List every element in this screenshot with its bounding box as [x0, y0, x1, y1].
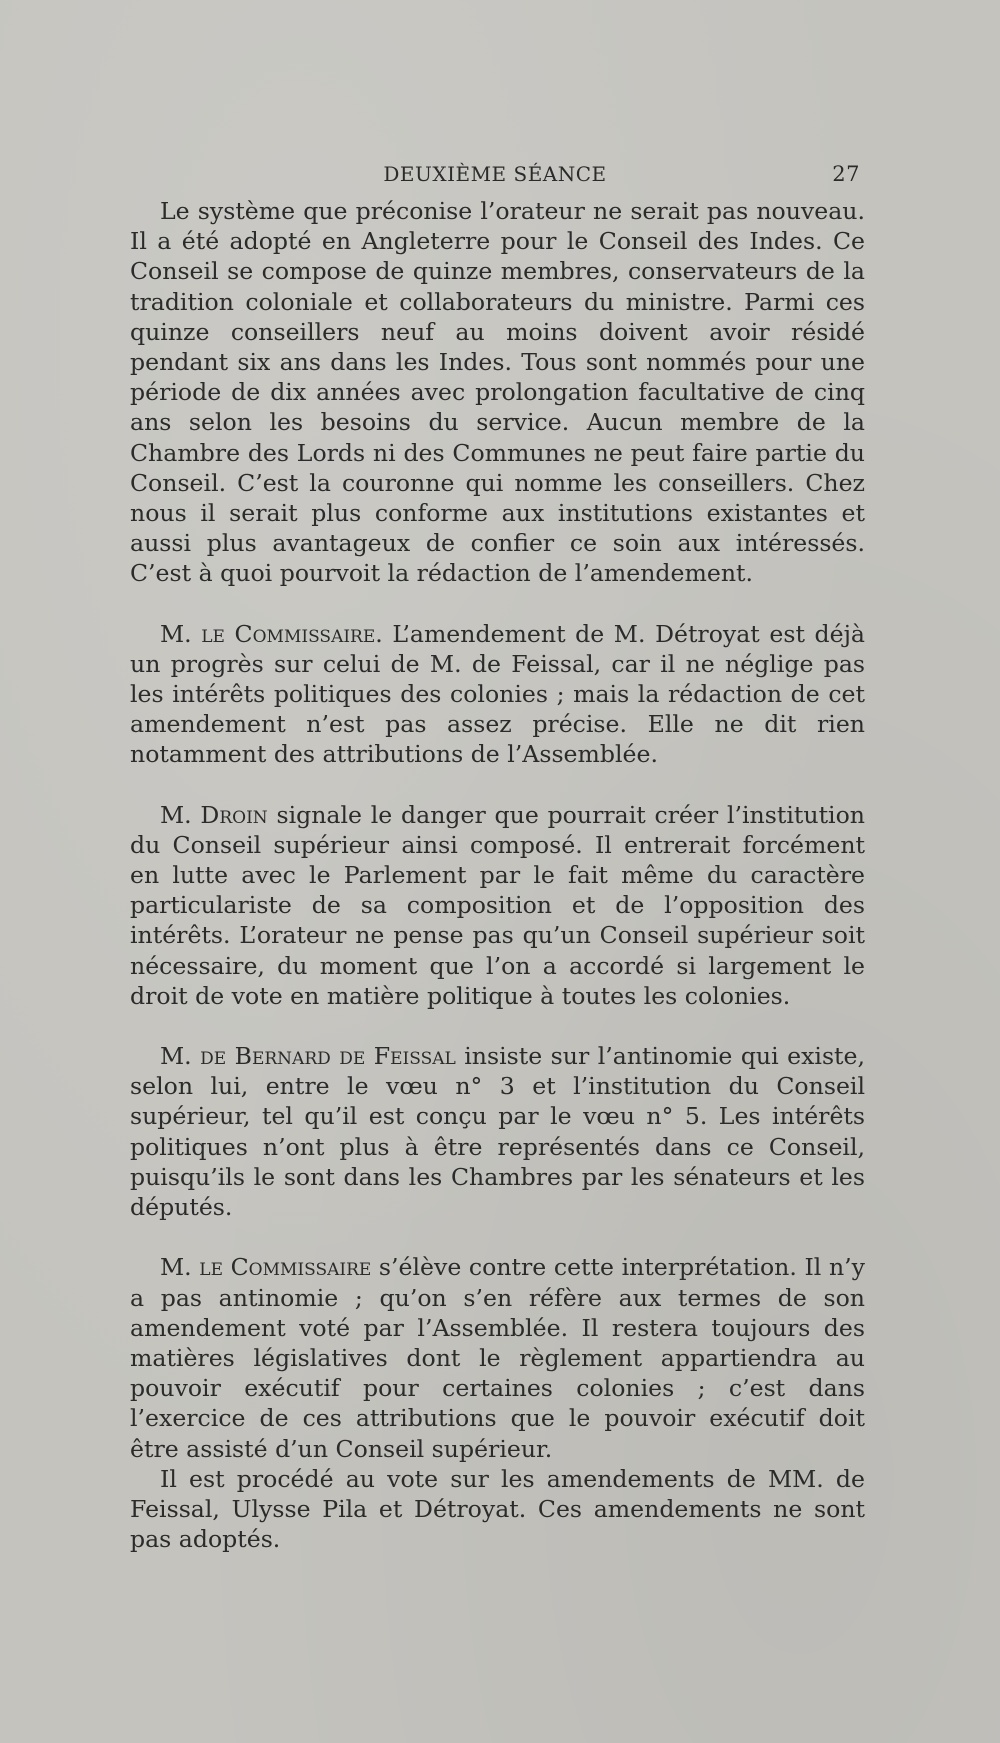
paragraph-feissal — [130, 1041, 865, 1222]
paragraph-commissaire-2 — [130, 1252, 865, 1463]
paragraph-text: signale le danger que pourrait créer l’institution du Conseil supérieur ainsi composé. Il entrerait forcément en lutte avec le Parlement par le fait même du caractère particulariste de sa composition et de l’opposition des intérêts. L’orateur ne pense pas qu’un Conseil supérieur soit nécessaire, du moment que l’on a accordé si largement le droit de vote en matière politique à toutes les colonies. — [130, 800, 865, 1010]
paragraph-text: s’élève contre cette interprétation. Il n’y a pas antinomie ; qu’on s’en réfère aux termes de son amendement voté par l’Assemblée. Il restera toujours des matières législatives dont le règlement appartiendra au pouvoir exécutif pour certaines colonies ; c’est dans l’exercice de ces attributions que le pouvoir exécutif doit être assisté d’un Conseil supérieur. — [130, 1253, 865, 1463]
paragraph-text: Le système que préconise l’orateur ne serait pas nouveau. Il a été adopté en Angleterre pour le Conseil des Indes. Ce Conseil se compose de quinze membres, conservateurs de la tradition coloniale et collaborateurs du ministre. Parmi ces quinze conseillers neuf au moins doivent avoir résidé pendant six ans dans les Indes. Tous sont nommés pour une période de dix années avec prolongation facultative de cinq ans selon les besoins du service. Aucun membre de la Chambre des Lords ni des Communes ne peut faire partie du Conseil. C’est la couronne qui nomme les conseillers. Chez nous il serait plus conforme aux institutions existantes et aussi plus avantageux de confier ce soin aux intéressés. C’est à quoi pourvoit la rédaction de l’amendement. — [130, 197, 865, 588]
paragraph-droin — [130, 800, 865, 1011]
paragraph-text: insiste sur l’antinomie qui existe, selon lui, entre le vœu n° 3 et l’institution du Conseil supérieur, tel qu’il est conçu par le vœu n° 5. Les intérêts politiques n’ont plus à être représentés dans ce Conseil, puisqu’ils le sont dans les Chambres par les sénateurs et les députés. — [130, 1042, 865, 1222]
running-title: DEUXIÈME SÉANCE — [383, 162, 607, 186]
page-body — [130, 196, 865, 1554]
paragraph-orateur — [130, 196, 865, 589]
speaker-name: M. le Commissaire. — [160, 619, 383, 648]
paragraph-vote — [130, 1464, 865, 1555]
paragraph-commissaire-1 — [130, 619, 865, 770]
speaker-name: M. de Bernard de Feissal — [160, 1042, 456, 1071]
paragraph-text: Il est procédé au vote sur les amendements de MM. de Feissal, Ulysse Pila et Détroyat. Ces amendements ne sont pas adoptés. — [130, 1464, 865, 1554]
speaker-name: M. Droin — [160, 800, 268, 829]
speaker-name: M. le Commissaire — [160, 1253, 372, 1282]
page-number: 27 — [832, 162, 860, 186]
page-header — [130, 162, 860, 192]
paragraph-text: L’amendement de M. Détroyat est déjà un progrès sur celui de M. de Feissal, car il ne néglige pas les intérêts politiques des colonies ; mais la rédaction de cet amendement n’est pas assez précise. Elle ne dit rien notamment des attributions de l’Assemblée. — [130, 619, 865, 769]
